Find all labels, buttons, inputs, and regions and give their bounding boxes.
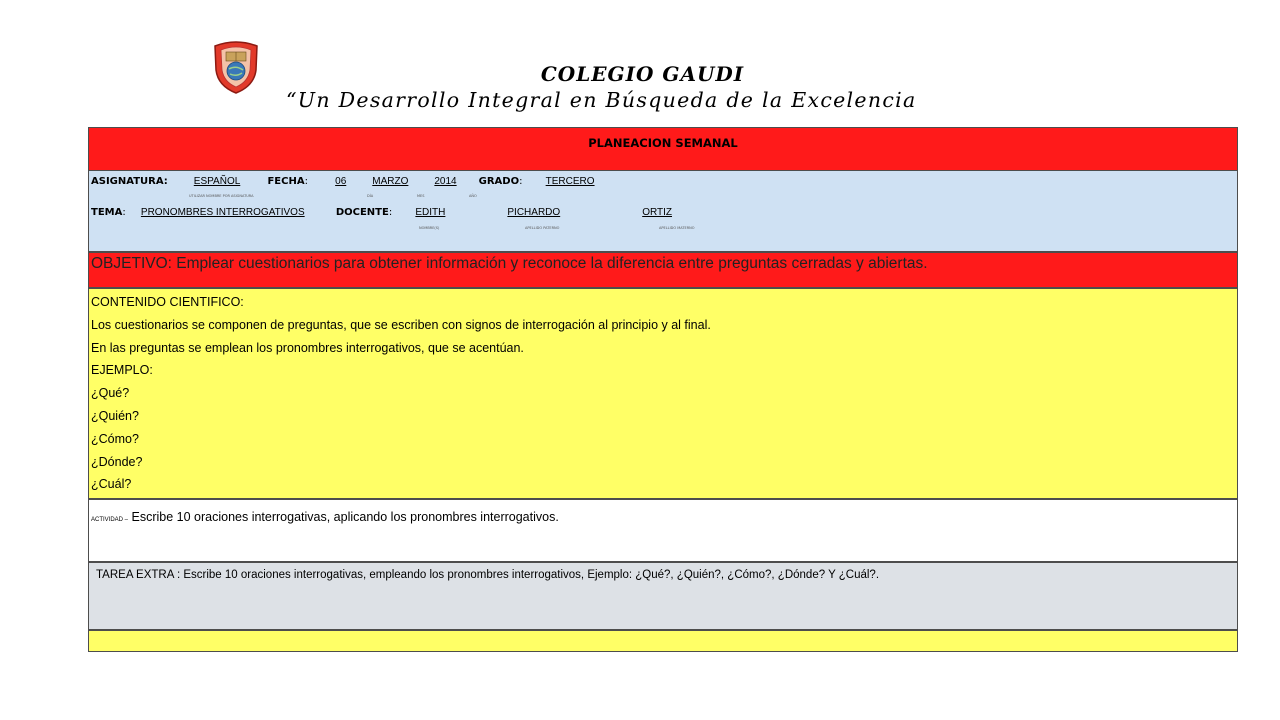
homework-row bbox=[88, 562, 1238, 630]
homework-text: TAREA EXTRA : Escribe 10 oraciones interrogativas, empleando los pronombres interrogativos, Ejemplo: ¿Qué?, ¿Quién?, ¿Cómo?, ¿Dónde? Y ¿Cuál?. bbox=[96, 569, 880, 581]
tema-value: PRONOMBRES INTERROGATIVOS bbox=[140, 207, 305, 218]
content-text bbox=[91, 291, 711, 496]
content-line: ¿Cómo? bbox=[91, 431, 139, 446]
plan-info-row bbox=[88, 170, 1238, 252]
content-line: Los cuestionarios se componen de preguntas, que se escriben con signos de interrogación al principio y al final. bbox=[91, 317, 711, 332]
activity-description: Escribe 10 oraciones interrogativas, aplicando los pronombres interrogativos. bbox=[131, 510, 559, 524]
docente-nombre: EDITH bbox=[415, 207, 446, 218]
content-line: ¿Cuál? bbox=[91, 477, 132, 492]
tema-label: TEMA bbox=[91, 207, 123, 218]
activity-row bbox=[88, 499, 1238, 562]
docente-paterno: PICHARDO bbox=[507, 207, 561, 218]
school-motto: “Un Desarrollo Integral en Búsqueda de la Excelencia bbox=[286, 88, 917, 112]
sub-mes: MES bbox=[417, 194, 425, 198]
tema-docente-line: TEMA: PRONOMBRES INTERROGATIVOS DOCENTE: EDITH PICHARDO ORTIZ bbox=[91, 207, 706, 218]
sub-paterno: APELLIDO PATERNO bbox=[525, 226, 560, 230]
content-line: En las preguntas se emplean los pronombres interrogativos, que se acentúan. bbox=[91, 340, 524, 355]
grado-value: TERCERO bbox=[545, 176, 595, 187]
content-line: ¿Qué? bbox=[91, 386, 130, 401]
subject-date-grade-line: ASIGNATURA: ESPAÑOL FECHA: 06 MARZO 2014 GRADO: TERCERO bbox=[91, 176, 621, 187]
activity-label: ACTIVIDAD – bbox=[91, 517, 129, 523]
docente-label: DOCENTE bbox=[335, 207, 389, 218]
grado-label: GRADO bbox=[478, 176, 520, 187]
asignatura-label: ASIGNATURA: bbox=[91, 176, 168, 187]
content-line: ¿Dónde? bbox=[91, 454, 143, 469]
fecha-month: MARZO bbox=[372, 176, 409, 187]
school-name: COLEGIO GAUDI bbox=[540, 62, 745, 86]
sub-asignatura: UTILIZAR NOMBRE POR ASIGNATURA bbox=[189, 194, 254, 198]
content-line: ¿Quién? bbox=[91, 408, 139, 423]
objective-row bbox=[88, 252, 1238, 288]
plan-title: PLANEACION SEMANAL bbox=[588, 136, 738, 150]
asignatura-value: ESPAÑOL bbox=[193, 176, 241, 187]
sub-nombre: NOMBRE(S) bbox=[419, 226, 440, 230]
empty-row bbox=[88, 630, 1238, 652]
docente-materno: ORTIZ bbox=[642, 207, 673, 218]
sub-ano: AÑO bbox=[469, 194, 477, 198]
fecha-day: 06 bbox=[335, 176, 347, 187]
fecha-year: 2014 bbox=[434, 176, 457, 187]
objective-text: OBJETIVO: Emplear cuestionarios para obtener información y reconoce la diferencia entre preguntas cerradas y abiertas. bbox=[91, 255, 928, 272]
fecha-label: FECHA bbox=[267, 176, 305, 187]
weekly-plan-table bbox=[88, 127, 1238, 652]
plan-header-row bbox=[88, 127, 1238, 171]
sub-materno: APELLIDO MATERNO bbox=[659, 226, 695, 230]
content-line: EJEMPLO: bbox=[91, 363, 153, 378]
activity-text bbox=[91, 510, 559, 524]
content-heading: CONTENIDO CIENTIFICO: bbox=[91, 295, 244, 309]
sub-dia: DÍA bbox=[367, 194, 374, 198]
content-row bbox=[88, 288, 1238, 499]
